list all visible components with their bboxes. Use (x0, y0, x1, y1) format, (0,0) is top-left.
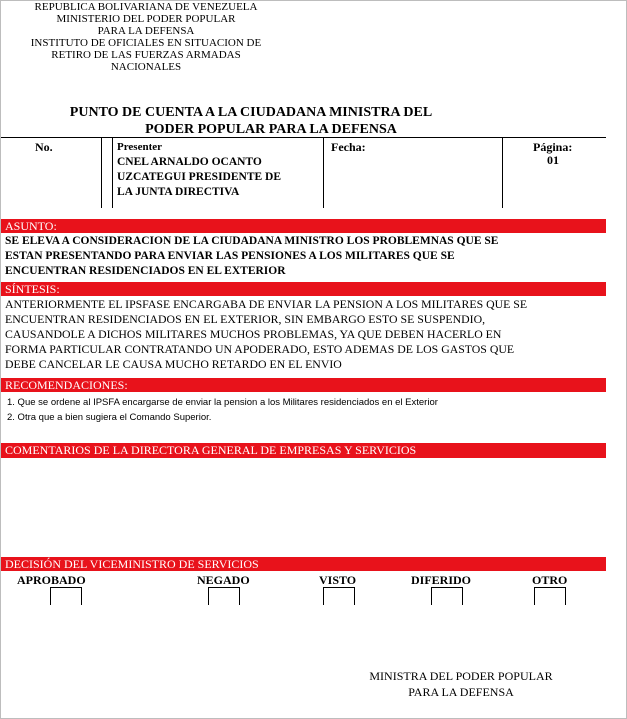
title-line-1: PUNTO DE CUENTA A LA CIUDADANA MINISTRA DEL (69, 105, 433, 120)
header-line: INSTITUTO DE OFICIALES EN SITUACION DE (30, 37, 262, 49)
recommendation-item: 2. Otra que a bien sugiera el Comando Superior. (7, 412, 212, 423)
visto-checkbox[interactable] (323, 587, 355, 605)
aprobado-checkbox[interactable] (50, 587, 82, 605)
sintesis-line: FORMA PARTICULAR CONTRATANDO UN APODERADO, ESTO ADEMAS DE LOS GASTOS QUE (5, 342, 515, 356)
presenter-line: UZCATEGUI PRESIDENTE DE (117, 171, 282, 183)
asunto-text (5, 234, 603, 279)
asunto-line: ESTAN PRESENTANDO PARA ENVIAR LAS PENSIONES A LOS MILITARES QUE SE (5, 250, 455, 262)
info-row-top-border (1, 137, 606, 138)
pagina-label: Página: (533, 140, 573, 154)
sintesis-line: DEBE CANCELAR LE CAUSA MUCHO RETARDO EN EL ENVIO (5, 357, 342, 371)
comentarios-heading: COMENTARIOS DE LA DIRECTORA GENERAL DE EMPRESAS Y SERVICIOS (1, 443, 606, 458)
info-row-divider (112, 138, 113, 208)
asunto-line: ENCUENTRAN RESIDENCIADOS EN EL EXTERIOR (5, 265, 286, 277)
presenter-line: CNEL ARNALDO OCANTO (117, 156, 262, 168)
option-visto: VISTO (319, 573, 357, 587)
pagina-value: 01 (547, 153, 559, 167)
sintesis-heading: SÍNTESIS: (1, 282, 606, 296)
signature-line-1: MINISTRA DEL PODER POPULAR (369, 669, 553, 683)
info-row-divider (101, 138, 102, 208)
otro-checkbox[interactable] (534, 587, 566, 605)
option-diferido: DIFERIDO (411, 573, 472, 587)
presenter-label: Presenter (117, 141, 162, 153)
no-label: No. (35, 140, 53, 154)
sintesis-text (5, 297, 603, 372)
sintesis-line: ANTERIORMENTE EL IPSFASE ENCARGABA DE ENVIAR LA PENSION A LOS MILITARES QUE SE (5, 297, 528, 311)
header-line: PARA LA DEFENSA (97, 25, 195, 37)
presenter-line: LA JUNTA DIRECTIVA (117, 186, 240, 198)
signature-line-2: PARA LA DEFENSA (408, 685, 514, 699)
negado-checkbox[interactable] (208, 587, 240, 605)
decision-heading: DECISIÓN DEL VICEMINISTRO DE SERVICIOS (1, 557, 606, 571)
title-line-2: PODER POPULAR PARA LA DEFENSA (145, 122, 397, 137)
fecha-label: Fecha: (331, 140, 366, 154)
recommendation-item: 1. Que se ordene al IPSFA encargarse de enviar la pension a los Militares residenciados en el Exterior (7, 397, 438, 408)
asunto-heading: ASUNTO: (1, 219, 606, 233)
sintesis-line: CAUSANDOLE A DICHOS MILITARES MUCHOS PROBLEMAS, YA QUE DEBEN HACERLO EN (5, 327, 502, 341)
option-aprobado: APROBADO (17, 573, 86, 587)
diferido-checkbox[interactable] (431, 587, 463, 605)
sintesis-line: ENCUENTRAN RESIDENCIADOS EN EL EXTERIOR, SIN EMBARGO ESTO SE SUSPENDIO, (5, 312, 486, 326)
asunto-line: SE ELEVA A CONSIDERACION DE LA CIUDADANA MINISTRO LOS PROBLEMNAS QUE SE (5, 235, 499, 247)
header-line: NACIONALES (110, 61, 182, 73)
header-line: REPUBLICA BOLIVARIANA DE VENEZUELA (34, 1, 258, 13)
option-negado: NEGADO (197, 573, 250, 587)
info-row-divider (502, 138, 503, 208)
info-row-divider (323, 138, 324, 208)
institution-header (1, 1, 291, 73)
document-title (51, 104, 451, 138)
recomendaciones-heading: RECOMENDACIONES: (1, 378, 606, 392)
header-line: MINISTERIO DEL PODER POPULAR (56, 13, 236, 25)
signature-block (341, 668, 581, 700)
option-otro: OTRO (532, 573, 568, 587)
presenter-name (117, 155, 281, 200)
header-line: RETIRO DE LAS FUERZAS ARMADAS (51, 49, 241, 61)
